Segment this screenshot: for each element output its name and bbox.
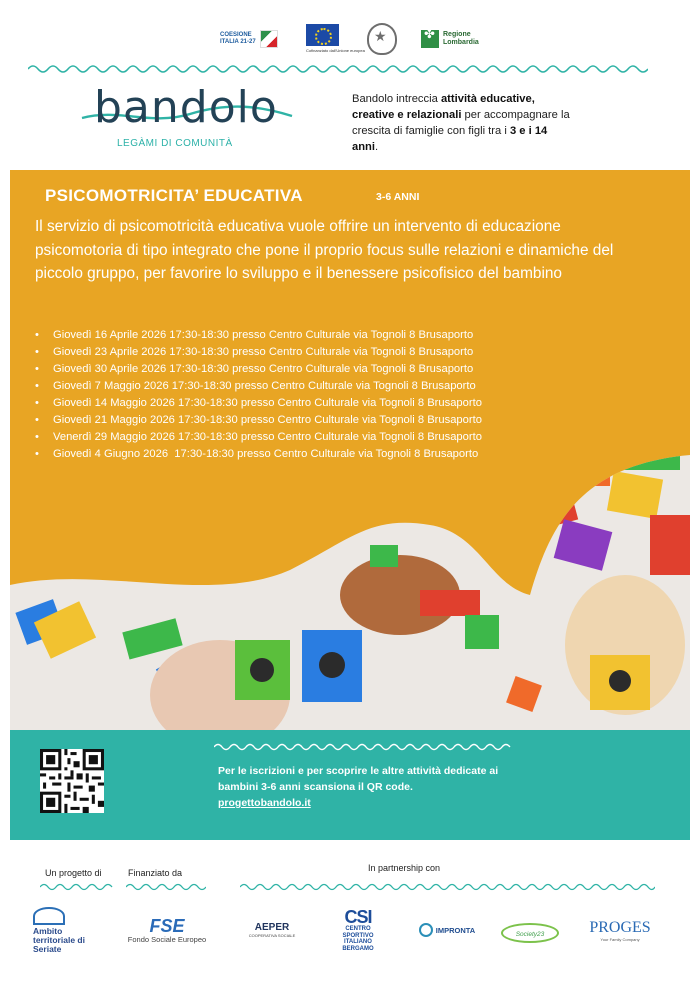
aeper-logo bbox=[244, 905, 300, 955]
footer-wave-project bbox=[40, 882, 115, 892]
ambito-arc-icon bbox=[33, 907, 65, 925]
qr-code[interactable] bbox=[40, 749, 104, 813]
impronta-label: IMPRONTA bbox=[435, 925, 476, 935]
label-funded: Finanziato da bbox=[128, 868, 183, 878]
proges-label: PROGES bbox=[589, 918, 651, 936]
aeper-sub: COOPERATIVA SOCIALE bbox=[248, 933, 296, 938]
age-range: 3-6 ANNI bbox=[376, 191, 420, 203]
society23-logo bbox=[500, 905, 560, 955]
activity-description: Il servizio di psicomotricità educativa vuole offrire un intervento di educazione psicomotoria di tipo integrato che pone il proprio focus sulle relazioni e dinamiche del piccolo gruppo, per favorire lo sviluppo e il benessere psicofisico del bambino bbox=[35, 218, 614, 282]
csi-label: CENTRO SPORTIVO ITALIANO bbox=[342, 926, 374, 945]
coesione-label: COESIONE ITALIA 21-27 bbox=[220, 32, 256, 45]
aeper-label: AEPER bbox=[254, 922, 290, 933]
schedule-item: • Giovedì 30 Aprile 2026 17:30-18:30 presso Centro Culturale via Tognoli 8 Brusaporto bbox=[35, 361, 482, 378]
csi-city: BERGAMO bbox=[342, 945, 374, 952]
website-link[interactable]: progettobandolo.it bbox=[218, 797, 311, 809]
brand-name: bandolo bbox=[94, 82, 278, 133]
lombardia-rose-icon bbox=[421, 30, 439, 48]
emblem-icon bbox=[367, 23, 397, 55]
italian-republic-emblem bbox=[367, 24, 397, 54]
schedule-item: • Giovedì 16 Aprile 2026 17:30-18:30 presso Centro Culturale via Tognoli 8 Brusaporto bbox=[35, 327, 482, 344]
regione-lombardia-logo bbox=[421, 24, 483, 54]
bandolo-logo bbox=[80, 82, 300, 152]
label-partners: In partnership con bbox=[368, 863, 441, 873]
signup-text-block bbox=[218, 763, 518, 811]
csi-mark: CSI bbox=[344, 907, 372, 927]
eu-caption: Cofinanziato dall'Unione europea bbox=[306, 48, 365, 53]
ambito-label: Ambito territoriale di Seriate bbox=[33, 925, 85, 954]
intro-bold-2: 3 e i 14 anni bbox=[352, 125, 548, 153]
schedule-item: • Giovedì 4 Giugno 2026 17:30-18:30 presso Centro Culturale via Tognoli 8 Brusaporto bbox=[35, 446, 482, 463]
intro-text bbox=[352, 91, 572, 155]
activity-title: PSICOMOTRICITA’ EDUCATIVA bbox=[45, 186, 303, 205]
intro-part-3: . bbox=[375, 141, 379, 153]
footer-wave-partners bbox=[240, 882, 655, 892]
fse-label: Fondo Sociale Europeo bbox=[127, 934, 207, 944]
proges-logo bbox=[588, 905, 652, 955]
csi-logo bbox=[336, 905, 380, 955]
intro-part-1: Bandolo intreccia bbox=[352, 93, 441, 105]
lombardia-label: Regione Lombardia bbox=[443, 31, 479, 46]
children-blocks-photo bbox=[10, 455, 690, 732]
intro-bold-1: attività educative, creative e relazionali bbox=[352, 93, 535, 121]
schedule-list bbox=[35, 327, 482, 463]
schedule-item: • Giovedì 7 Maggio 2026 17:30-18:30 presso Centro Culturale via Tognoli 8 Brusaporto bbox=[35, 378, 482, 395]
schedule-item: • Giovedì 14 Maggio 2026 17:30-18:30 presso Centro Culturale via Tognoli 8 Brusaporto bbox=[35, 395, 482, 412]
schedule-item: • Giovedì 23 Aprile 2026 17:30-18:30 presso Centro Culturale via Tognoli 8 Brusaporto bbox=[35, 344, 482, 361]
ambito-seriate-logo bbox=[33, 905, 103, 955]
label-project: Un progetto di bbox=[45, 868, 102, 878]
impronta-circle-icon bbox=[419, 923, 433, 937]
footer-wave-funded bbox=[126, 882, 206, 892]
fse-logo bbox=[122, 905, 212, 955]
intro-part-2: per accompagnare la crescita di famiglie con figli tra i bbox=[352, 109, 570, 137]
coesione-italia-logo bbox=[220, 24, 278, 54]
eu-logo bbox=[306, 24, 365, 54]
signup-text: Per le iscrizioni e per scoprire le altre attività dedicate ai bambini 3-6 anni scansiona il QR code. bbox=[218, 765, 499, 793]
impronta-logo bbox=[416, 905, 478, 955]
schedule-item: • Venerdì 29 Maggio 2026 17:30-18:30 presso Centro Culturale via Tognoli 8 Brusaporto bbox=[35, 429, 482, 446]
proges-sub: Your Family Company bbox=[600, 936, 640, 942]
coesione-mark-icon bbox=[260, 30, 278, 48]
society-label: Society23 bbox=[515, 930, 545, 938]
brand-tagline: LEGÀMI DI COMUNITÀ bbox=[117, 138, 233, 149]
schedule-item: • Giovedì 21 Maggio 2026 17:30-18:30 presso Centro Culturale via Tognoli 8 Brusaporto bbox=[35, 412, 482, 429]
signup-wave-divider bbox=[214, 742, 514, 752]
top-wave-divider bbox=[28, 63, 648, 75]
fse-mark: FSE bbox=[149, 915, 185, 936]
eu-flag-icon bbox=[306, 24, 339, 46]
